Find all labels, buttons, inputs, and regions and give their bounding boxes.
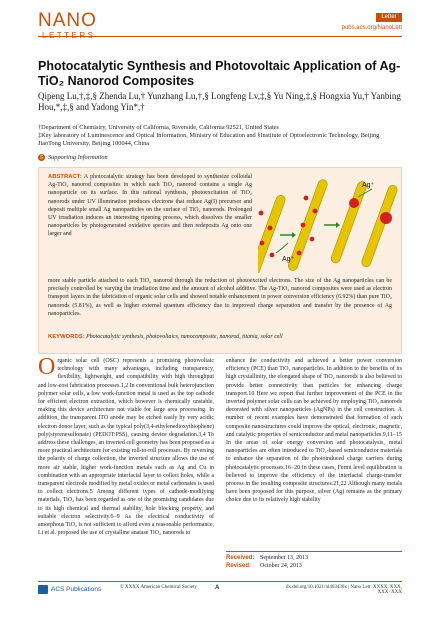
affiliation-2: ‡Key laboratory of Luminescence and Optical Information, Ministry of Education and §Institute of Optoelectronic Technology, Beijing JiaoTong University, Beijing 100044, China (38, 132, 380, 147)
nanorod-3 (330, 180, 368, 264)
article-dates (226, 551, 402, 570)
nanorod-4 (361, 184, 398, 268)
header-divider (38, 36, 402, 37)
publisher-logo[interactable] (38, 585, 101, 594)
drop-cap: O (38, 354, 56, 380)
keywords-label: KEYWORDS: (48, 334, 85, 340)
body-column-right: enhance the conductivity and achieved a better power conversion efficiency (PCE) than TiO₂ nanoparticles. In addition to the benefits of its high crystallinity, the elongated shape of TiO₂ nanorods is also believed to provide better connectivity than particles for enhancing charge transport.10 Here we report that further improvement of the PCE in the inverted polymer solar cells can be achieved by employing TiO₂ nanorods decorated with silver nanoparticles (AgNPs) in the cell construction. A number of recent examples have demonstrated that formation of such composite nanostructures could improve the optical, electronic, magnetic, and catalytic properties of semiconductor and metal nanoparticles.9,11−15 In the areas of solar energy conversion and photocatalysis, metal nanoparticles are often introduced to TiO₂-based semiconductor materials to enhance the separation of the photoinduced charge carriers during photocatalytic processes.16−20 In these cases, Fermi level equilibration is believed to improve the efficiency of the interfacial charge-transfer process in the resulting composite structures.21,22 Although many metals have been proposed for this purpose, silver (Ag) remains as the primary choice due to its relatively high stability (226, 358, 402, 504)
body-left-text: rganic solar cell (OSC) represents a promising photovoltaic technology with many advantages, including transparency, flexibility, lightweight, and compatibility with high throughput and low-cost fabrication processes.1,2 In conventional bulk heterojunction polymer solar cells, a low work-function metal is used as the top cathode for efficient electron extraction, which however is chemically unstable, making this device architecture not viable for large area processing. In addition, the transparent ITO anode may be etched easily by very acidic electron donor layer, such as the typical poly(3,4-ethylenedioxythiophene) poly(styrenesulfonate) (PEDOT:PSS), causing device degradation.3,4 To address these challenges, an inverted cell geometry has been proposed as a more practical architecture for existing roll-to-roll processes. By reversing the polarity of charge collection, the inverted structure allows the use of more air stable, higher work-function metals such as Ag and Cu in combination with an appropriate interfacial layer to collect holes, while a transparent electrode modified by metal oxides or metal carbonates is used to collect electrons.5 Among different types of cathode-modifying materials, TiO₂ has been regarded as one of the promising candidates due to its high chemical and thermal stability, hole blocking property, and suitable electron selectivity.6−9 As the electrical conductivity of amorphous TiO₂ is not sufficient to afford even a reasonable performance, Li et al. proposed the use of crystalline anatase TiO₂ nanorods to (38, 358, 215, 537)
journal-url[interactable]: pubs.acs.org/NanoLett (341, 25, 402, 31)
journal-logo-main: NANO (38, 10, 97, 31)
ag-ion-label-top: Ag⁺ (362, 182, 375, 189)
page-number: A (215, 585, 220, 591)
footer-divider (38, 581, 402, 582)
article-type-badge: Letter (376, 13, 402, 22)
received-date: September 13, 2013 (260, 555, 309, 561)
keywords (48, 333, 392, 341)
supporting-info-icon: S (39, 154, 44, 161)
abstract-label: ABSTRACT: (48, 174, 82, 180)
revised-date: October 24, 2013 (260, 563, 302, 569)
copyright: © XXXX American Chemical Society (120, 585, 197, 590)
abstract-graphic (258, 173, 398, 273)
body-column-left (38, 354, 215, 537)
publisher-name: ACS Publications (51, 586, 102, 593)
abstract-body-narrow: A photocatalytic strategy has been developed to synthesize colloidal Ag-TiO₂ nanorod composites in which each TiO₂ nanorod contains a single Ag nanoparticle on its surface. In this rational synthesis, photoexcitation of TiO₂ nanorods under UV illumination produces electrons that reduce Ag(I) precursor and deposit multiple small Ag nanoparticles on the surface of TiO₂ nanorods. Prolonged UV irradiation induces an interesting ripening process, which dissolves the smaller nanoparticles by photogenerated oxidative species and then redeposits Ag onto one larger and (48, 174, 252, 238)
acs-icon (38, 585, 48, 594)
abstract-body-wide: more stable particle attached to each TiO₂ nanorod through the reduction of photoexcited electrons. The size of the Ag nanoparticles can be precisely controlled by varying the irradiation time and the amount of alcohol additive. The Ag-TiO₂ nanorod composites were used as electron transport layers in the fabrication of organic solar cells and showed notable enhancement in power conversion efficiency (6.92%) than pure TiO₂ nanorods (5.81%), as well as higher external quantum efficiency due to improved charge separation and transfer by the presence of Ag nanoparticles. (48, 278, 392, 317)
received-label: Received: (226, 555, 255, 561)
ag-ion-label-bottom: Ag⁺ (282, 256, 295, 263)
author-list: Qipeng Lu,†,‡,§ Zhenda Lu,† Yunzhang Lu,†,§ Longfeng Lv,‡,§ Yu Ning,‡,§ Hongxia Yu,† Yanbing Hou,*,‡,§ and Yadong Yin*,† (38, 91, 401, 112)
supporting-info-label: Supporting Information (48, 154, 108, 161)
affiliations (38, 124, 402, 148)
keywords-text: Photocatalytic synthesis, photovoltaics, nanocomposite, nanorod, titania, solar cell (86, 334, 283, 340)
revised-label: Revised: (226, 563, 252, 569)
abstract-text (48, 173, 252, 239)
article-title: Photocatalytic Synthesis and Photovoltaic Application of Ag-TiO₂ Nanorod Composites (38, 59, 401, 88)
supporting-information-link[interactable] (38, 154, 108, 161)
doi-citation[interactable]: dx.doi.org/10.1021/nl403430x | Nano Lett. XXXX, XXX, XXX−XXX (285, 585, 402, 595)
affiliation-1: †Department of Chemistry, University of California, Riverside, California 92521, United States (38, 124, 279, 131)
